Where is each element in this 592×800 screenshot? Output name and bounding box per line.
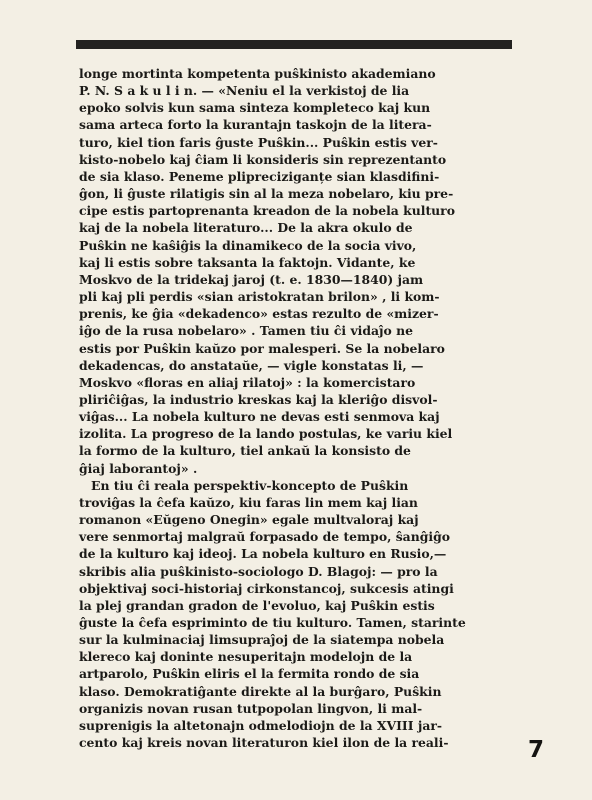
text-line: estis por Puŝkin kaŭzo por malesperi. Se la nobelaro: [79, 340, 445, 356]
text-line: ĝon, li ĝuste rilatigis sin al la meza nobelaro, kiu pre-: [79, 186, 454, 202]
text-line: Puŝkin ne kaŝiĝis la dinamikeco de la socia vivo,: [79, 237, 417, 253]
text-line: turo, kiel tion faris ĝuste Puŝkin... Puŝkin estis ver-: [79, 134, 438, 150]
text-line: artparolo, Puŝkin eliris el la fermita rondo de sia: [79, 666, 420, 682]
top-rule: [76, 40, 512, 49]
text-line: suprenigis la altetonajn odmelodiojn de la XVIII jar-: [79, 717, 443, 733]
text-line: prenis, ke ĝia «dekadenco» estas rezulto de «mizer-: [79, 306, 439, 322]
text-line: kaj de la nobela literaturo... De la akra okulo de: [79, 220, 413, 236]
text-line: organizis novan rusan tutpopolan lingvon, li mal-: [79, 700, 423, 716]
text-line: cipe estis partoprenanta kreadon de la nobela kulturo: [79, 203, 455, 219]
text-line: dekadencas, do anstataŭe, — vigle konstatas li, —: [79, 357, 424, 373]
text-line: ĝiaj laborantoj» .: [79, 460, 198, 476]
text-line: pliriĉiĝas, la industrio kreskas kaj la kleriĝo disvol-: [79, 391, 438, 407]
text-line: Moskvo «floras en aliaj rilatoj» : la komercistaro: [79, 374, 416, 390]
text-line: pli kaj pli perdis «sian aristokratan brilon» , li kom-: [79, 289, 440, 305]
text-line: epoko solvis kun sama sinteza kompleteco kaj kun: [79, 100, 431, 116]
text-line: sama arteca forto la kurantajn taskojn de la litera-: [79, 117, 432, 133]
body-text: [79, 65, 515, 751]
paragraph-start-line: En tiu ĉi reala perspektiv-koncepto de Puŝkin: [91, 477, 409, 493]
text-line: vere senmortaj malgraŭ forpasado de tempo, ŝanĝiĝo: [79, 529, 451, 545]
text-line: kaj li estis sobre taksanta la faktojn. Vidante, ke: [79, 254, 416, 270]
text-line: izolita. La progreso de la lando postulas, ke variu kiel: [79, 426, 453, 442]
text-line: objektivaj soci-historiaj cirkonstancoj, sukcesis atingi: [79, 580, 454, 596]
text-line: troviĝas la ĉefa kaŭzo, kiu faras lin mem kaj lian: [79, 494, 418, 510]
text-line: iĝo de la rusa nobelaro» . Tamen tiu ĉi vidaĵo ne: [79, 323, 413, 339]
text-line: longe mortinta kompetenta puŝkinisto akademiano: [79, 66, 436, 81]
text-line: skribis alia puŝkinisto-sociologo D. Blagoj: — pro la: [79, 563, 438, 579]
text-line: Moskvo de la tridekaj jaroj (t. e. 1830—1840) jam: [79, 271, 424, 287]
text-line: la formo de la kulturo, tiel ankaŭ la konsisto de: [79, 443, 411, 459]
text-line: la plej grandan gradon de l'evoluo, kaj Puŝkin estis: [79, 597, 435, 613]
page-number: 7: [528, 737, 545, 763]
text-line: viĝas... La nobela kulturo ne devas esti senmova kaj: [79, 409, 440, 425]
text-line: de la kulturo kaj ideoj. La nobela kulturo en Rusio,—: [79, 546, 447, 562]
text-line: klaso. Demokratiĝante direkte al la burĝaro, Puŝkin: [79, 683, 442, 699]
text-line: sur la kulminaciaj limsupraĵoj de la siatempa nobela: [79, 632, 445, 648]
text-line: klereco kaj doninte nesuperitajn modelojn de la: [79, 649, 413, 665]
text-line: ĝuste la ĉefa espriminto de tiu kulturo. Tamen, starinte: [79, 615, 466, 630]
text-line: cento kaj kreis novan literaturon kiel ilon de la reali-: [79, 735, 449, 751]
text-line: romanon «Eŭgeno Onegin» egale multvaloraj kaj: [79, 512, 419, 528]
text-line: P. N. S a k u l i n. — «Neniu el la verkistoj de lia: [79, 83, 410, 99]
text-line: de sia klaso. Peneme plipreciziganțe sian klasdifini-: [79, 168, 440, 184]
text-line: kisto-nobelo kaj ĉiam li konsideris sin reprezentanto: [79, 151, 447, 167]
